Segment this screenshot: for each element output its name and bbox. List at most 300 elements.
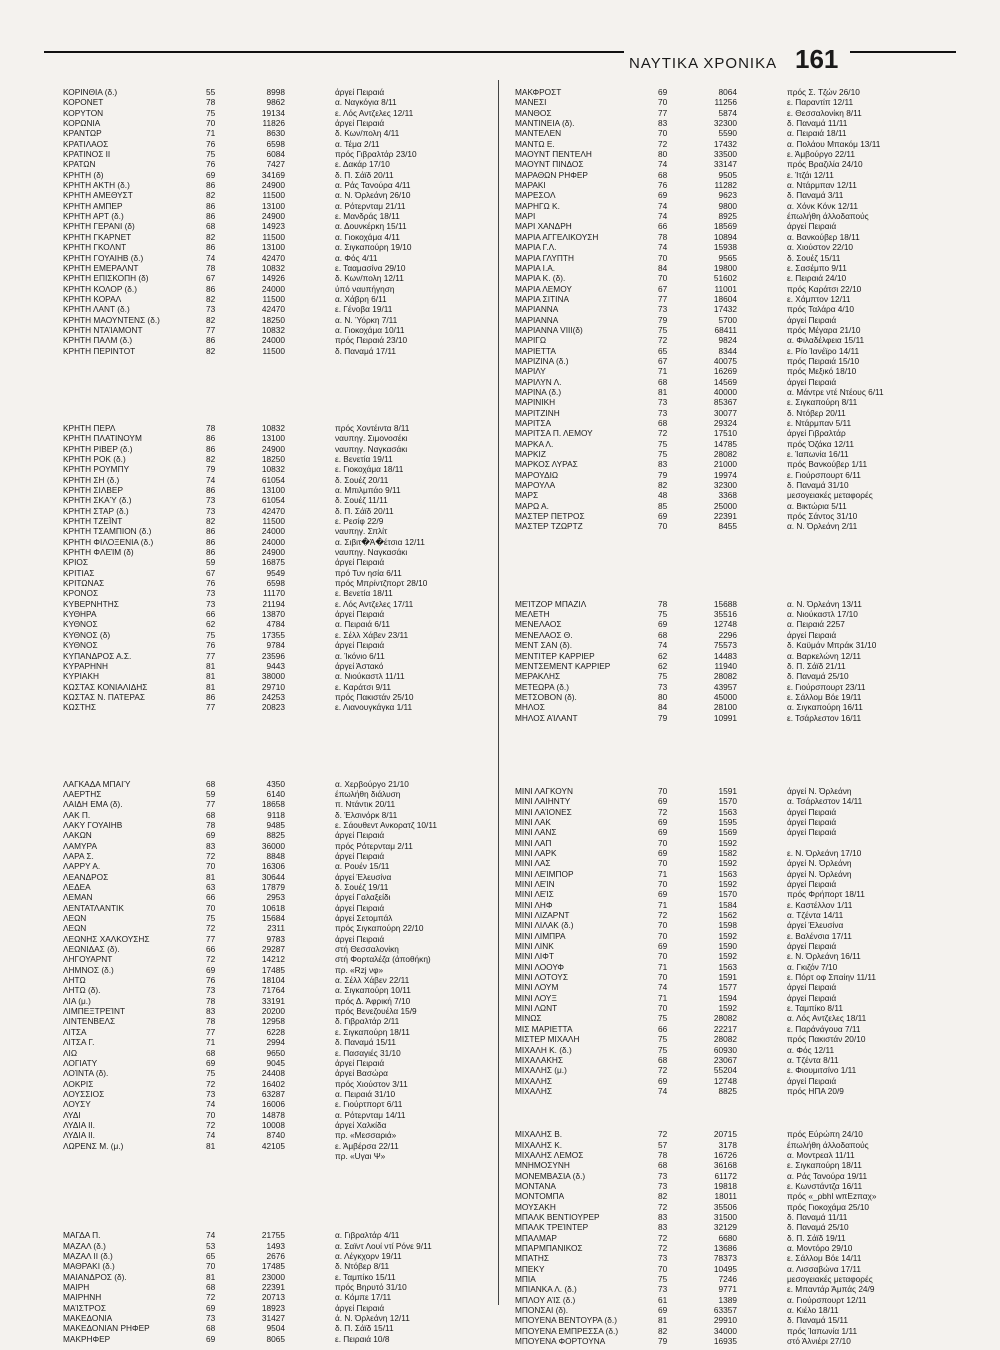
build-year: 69 xyxy=(206,1057,216,1068)
ship-name: ΜΑΡΙΛΥ xyxy=(515,366,546,377)
ship-row xyxy=(515,97,955,107)
ship-name: ΛΑΓΚΑΔΑ ΜΠΑΙΎ xyxy=(63,778,131,789)
ship-position: α. Σιγκαπούρη 19/10 xyxy=(335,242,412,253)
ship-position: έπωλήθη άλλοδαπούς xyxy=(787,211,869,222)
tonnage: 22391 xyxy=(261,1282,285,1292)
ship-name: ΚΡΗΤΗ ΤΖΕΪΝΤ xyxy=(63,516,123,527)
ship-position: α. Σιγκαπούρη 10/11 xyxy=(335,985,411,996)
tonnage: 7246 xyxy=(718,1274,737,1285)
tonnage: 8825 xyxy=(266,830,285,841)
tonnage: 1584 xyxy=(718,899,737,910)
ship-position: πρός Χοντέιντα 8/11 xyxy=(335,422,410,433)
build-year: 82 xyxy=(658,1325,668,1336)
tonnage: 17432 xyxy=(713,304,737,315)
ship-position: άργεί Πειραιά xyxy=(787,806,837,817)
tonnage: 4350 xyxy=(266,778,285,789)
ship-name: ΜΙΧΑΛΗΣ xyxy=(515,1075,552,1086)
tonnage: 13686 xyxy=(713,1243,737,1253)
ship-position: στό Άλνιέρι 27/10 xyxy=(787,1336,851,1347)
tonnage: 15684 xyxy=(261,913,285,924)
ship-name: ΚΡΗΤΗ ΠΕΡΙΝΤΟΤ xyxy=(63,345,136,356)
ship-name: ΚΡΗΤΗ ΓΚΟΛΝΤ xyxy=(63,242,127,253)
ship-row xyxy=(63,588,503,598)
ship-position: δ. Παναμά 31/10 xyxy=(787,480,849,491)
ship-name: ΜΑΡΙ ΧΑΝΔΡΗ xyxy=(515,221,572,232)
ship-name: ΚΟΡΩΝΙΑ xyxy=(63,118,101,129)
ship-row xyxy=(515,848,955,858)
ship-position: πρός Πειραιά 15/10 xyxy=(787,355,860,366)
ship-name: ΜΟΥΣΑΚΗ xyxy=(515,1201,556,1212)
tonnage: 8998 xyxy=(266,87,285,97)
ship-row xyxy=(63,118,503,128)
tonnage: 38000 xyxy=(261,671,285,682)
ship-row xyxy=(515,889,955,899)
ship-name: ΚΡΗΤΗ ΑΜΕΘΥΣΤ xyxy=(63,190,133,201)
build-year: 61 xyxy=(658,1294,668,1305)
ship-position: έπωλήθη άλλοδαπούς xyxy=(787,1139,869,1150)
build-year: 72 xyxy=(658,1129,668,1140)
ship-position: ε. Μπαντάρ Άμπάς 24/9 xyxy=(787,1284,875,1295)
tonnage: 11256 xyxy=(714,97,737,108)
ship-row xyxy=(515,387,955,397)
tonnage: 21194 xyxy=(262,598,285,609)
build-year: 86 xyxy=(206,526,216,537)
ship-row xyxy=(515,180,955,190)
ship-position: ε. Μανδράς 18/11 xyxy=(335,211,400,222)
tonnage: 9504 xyxy=(266,1323,285,1334)
ship-position: άργεί Πειραιά xyxy=(787,221,837,232)
ship-row xyxy=(515,786,955,796)
tonnage: 1563 xyxy=(718,961,737,972)
build-year: 72 xyxy=(206,1119,216,1130)
tonnage: 13100 xyxy=(261,485,285,495)
build-year: 77 xyxy=(206,702,216,713)
ship-name: ΜΙΝΙ ΛΙΝΚ xyxy=(515,941,554,952)
build-year: 75 xyxy=(658,1013,668,1024)
ship-row xyxy=(63,851,503,861)
build-year: 82 xyxy=(206,516,216,527)
ship-position: άργεί Πειραιά xyxy=(335,902,385,913)
build-year: 66 xyxy=(206,944,216,955)
build-year: 76 xyxy=(658,180,668,191)
ship-row xyxy=(515,346,955,356)
ship-position: πρός Δ. Άφρική 7/10 xyxy=(335,995,411,1006)
ship-name: ΚΡΗΤΗ ΣΚΑΎ (δ.) xyxy=(63,495,132,506)
build-year: 66 xyxy=(658,1023,668,1034)
ship-row xyxy=(63,599,503,609)
ship-name: ΚΡΗΤΗ ΝΤΑΊΑΜΟΝΤ xyxy=(63,324,143,335)
ship-name: ΜΑΣΤΕΡ ΠΕΤΡΟΣ xyxy=(515,511,585,522)
ship-row xyxy=(63,1292,503,1302)
tonnage: 9862 xyxy=(266,97,285,108)
build-year: 75 xyxy=(206,629,216,640)
ship-row xyxy=(63,1303,503,1313)
tonnage: 9443 xyxy=(266,660,285,671)
build-year: 81 xyxy=(206,871,216,882)
tonnage: 25000 xyxy=(713,500,737,511)
tonnage: 30644 xyxy=(261,871,285,882)
ship-row xyxy=(515,993,955,1003)
ship-row xyxy=(63,841,503,851)
ship-position: α. Φιλαδέλφεια 15/11 xyxy=(787,335,865,346)
build-year: 81 xyxy=(658,1315,668,1326)
ship-name: ΜΑΡΙΤΣΑ xyxy=(515,418,552,428)
build-year: 74 xyxy=(658,211,668,222)
ship-position: πρός Πακιστάν 20/10 xyxy=(787,1034,866,1045)
ship-name: ΚΥΘΝΟΣ xyxy=(63,640,98,651)
build-year: 73 xyxy=(206,598,216,609)
build-year: 71 xyxy=(658,366,668,377)
ship-position: α. Μοντρεαλ 11/11 xyxy=(787,1149,855,1160)
ship-row xyxy=(515,449,955,459)
ship-position: ε. Φιουμιτσίνο 1/11 xyxy=(787,1065,857,1076)
ship-position: ε. Θεσσαλονίκη 8/11 xyxy=(787,107,862,118)
ship-position: δ. Ντόβερ 20/11 xyxy=(787,407,846,418)
build-year: 71 xyxy=(658,961,668,972)
build-year: 77 xyxy=(658,107,668,118)
ship-position: ναυπηγ. Σιμονοσέκι xyxy=(335,433,408,444)
ship-row xyxy=(515,1295,955,1305)
ship-position: α. Τζέντα 8/11 xyxy=(787,1054,839,1065)
build-year: 69 xyxy=(658,816,668,827)
ship-position: α. Σιγκαπούρη 16/11 xyxy=(787,702,863,713)
build-year: 83 xyxy=(206,1006,216,1017)
ship-position: ε. Γένοβα 19/11 xyxy=(335,304,393,315)
ship-name: ΜΙΝΙ ΛΑΙΗΝΤΥ xyxy=(515,796,571,807)
ship-row xyxy=(515,982,955,992)
build-year: 71 xyxy=(658,992,668,1003)
ship-name: ΜΕΝΤΙΤΕΡ ΚΑΡΡΙΕΡ xyxy=(515,650,595,661)
build-year: 74 xyxy=(206,1099,216,1110)
ship-position: ε. Τααμασίνα 29/10 xyxy=(335,262,406,273)
ship-name: ΜΕΊΤΖΟΡ ΜΠΑΖΙΛ xyxy=(515,598,587,609)
ship-row xyxy=(63,464,503,474)
build-year: 79 xyxy=(658,314,668,325)
ship-name: ΜΠΙΑ xyxy=(515,1274,536,1285)
ship-name: ΜΙΝΙ ΛΟΤΟΥΣ xyxy=(515,972,568,983)
ship-row xyxy=(515,962,955,972)
ship-row xyxy=(515,682,955,692)
build-year: 72 xyxy=(658,1201,668,1212)
ship-position: πρός Σάντος 31/10 xyxy=(787,511,858,522)
build-year: 75 xyxy=(658,1274,668,1285)
ship-name: ΜΑΡΙΤΣΑ Π. ΛΕΜΟΥ xyxy=(515,428,593,439)
ship-position: δ. Π. Σάϊδ 20/11 xyxy=(335,169,394,180)
ship-position: δ. Παναμά 15/11 xyxy=(335,1037,396,1048)
section-gap xyxy=(63,1161,503,1230)
ship-row xyxy=(515,1086,955,1096)
build-year: 77 xyxy=(206,933,216,944)
ship-name: ΜΠΟΥΕΝΑ ΒΕΝΤΟΥΡΑ (δ.) xyxy=(515,1315,617,1326)
ship-name: ΜΑΡΙΑ ΓΛΥΠΤΗ xyxy=(515,252,574,263)
build-year: 74 xyxy=(658,159,668,170)
ship-name: ΜΑΚΕΔΟΝΙΑ xyxy=(63,1313,113,1324)
ship-row xyxy=(515,1212,955,1222)
tonnage: 32129 xyxy=(713,1222,737,1233)
build-year: 86 xyxy=(206,691,216,702)
ship-name: ΚΡΗΤΗ ΑΡΤ (δ.) xyxy=(63,211,124,222)
ship-row xyxy=(515,242,955,252)
tonnage: 24000 xyxy=(261,283,285,294)
ship-row xyxy=(515,651,955,661)
build-year: 73 xyxy=(206,985,216,996)
ship-section xyxy=(515,599,955,723)
ship-row xyxy=(63,692,503,702)
tonnage: 42470 xyxy=(261,252,285,263)
ship-row xyxy=(515,869,955,879)
ship-row xyxy=(63,1099,503,1109)
ship-row xyxy=(63,1037,503,1047)
ship-position: α. Γιούρσπουρτ 12/11 xyxy=(787,1294,867,1305)
ship-name: ΜΙΝΙ ΛΕΊΝ xyxy=(515,879,555,889)
ship-name: ΜΗΛΟΣ xyxy=(515,702,545,713)
build-year: 72 xyxy=(658,1232,668,1243)
build-year: 73 xyxy=(206,588,216,599)
ship-name: ΜΙΝΙ ΛΗΦ xyxy=(515,899,553,910)
tonnage: 18104 xyxy=(261,975,285,986)
ship-name: ΚΡΟΝΟΣ xyxy=(63,588,99,599)
ship-name: ΜΑΡΙΑ Ι.Α. xyxy=(515,262,556,273)
ship-name: ΚΡΗΤΗ ΓΚΑΡΝΕΤ xyxy=(63,231,132,242)
ship-name: ΚΥΘΗΡΑ xyxy=(63,609,97,620)
tonnage: 1592 xyxy=(718,930,737,941)
ship-name: ΜΙΝΙ ΛΑΊΟΝΕΣ xyxy=(515,806,572,817)
ship-name: ΜΑΝΤΩ Ε. xyxy=(515,138,555,149)
ship-position: πρός Σιγκαπούρη 22/10 xyxy=(335,923,424,934)
ship-position: άργεί Πειραιά xyxy=(335,1302,385,1313)
ship-row xyxy=(515,149,955,159)
tonnage: 24900 xyxy=(261,180,285,191)
ship-position: δ. Έλσινόρκ 8/11 xyxy=(335,809,398,820)
build-year: 75 xyxy=(658,438,668,449)
ship-position: πρός Βραζιλία 24/10 xyxy=(787,159,863,170)
ship-row xyxy=(515,490,955,500)
build-year: 81 xyxy=(206,671,216,682)
ship-row xyxy=(63,149,503,159)
ship-row xyxy=(63,975,503,985)
build-year: 73 xyxy=(206,304,216,315)
ship-position: α. Πολάου Μπακόμ 13/11 xyxy=(787,138,881,149)
ship-position: α. Γιβραλτάρ 4/11 xyxy=(335,1230,400,1241)
ship-position: δ. Π. Σάϊδ 19/11 xyxy=(787,1232,846,1243)
ship-row xyxy=(63,294,503,304)
ship-row xyxy=(63,526,503,536)
ship-row xyxy=(515,294,955,304)
ship-row xyxy=(515,108,955,118)
ship-name: ΛΕΑΝΔΡΟΣ xyxy=(63,871,109,882)
tonnage: 42470 xyxy=(261,505,285,516)
ship-position: δ. Καϋμάν Μπράκ 31/10 xyxy=(787,640,877,651)
section-gap xyxy=(63,356,503,423)
ship-name: ΜΙΝΙ ΛΙΛΑΚ (δ.) xyxy=(515,920,574,931)
ship-position: α. Ράς Τανούρα 4/11 xyxy=(335,180,411,191)
tonnage: 28082 xyxy=(713,449,737,460)
ship-row xyxy=(63,1006,503,1016)
ship-row xyxy=(63,325,503,335)
build-year: 72 xyxy=(658,910,668,921)
ship-section xyxy=(515,87,955,532)
tonnage: 1563 xyxy=(718,806,737,817)
ship-name: ΚΥΡΑΡΗΝΗ xyxy=(63,660,109,671)
build-year: 70 xyxy=(658,930,668,941)
build-year: 78 xyxy=(206,97,216,108)
ship-position: άργεί Έλευσίνα xyxy=(787,920,844,931)
build-year: 68 xyxy=(206,221,216,232)
build-year: 74 xyxy=(658,982,668,993)
tonnage: 1592 xyxy=(718,951,737,962)
ship-name: ΜΑΚΕΔΟΝΙΑΝ ΡΗΦΕΡ xyxy=(63,1323,150,1334)
build-year: 69 xyxy=(206,1302,216,1313)
build-year: 62 xyxy=(206,619,216,630)
build-year: 80 xyxy=(658,149,668,160)
ship-row xyxy=(515,1305,955,1315)
build-year: 67 xyxy=(658,283,668,294)
ship-position: πρός Σ. Τζών 26/10 xyxy=(787,87,860,97)
ship-row xyxy=(63,1120,503,1130)
build-year: 79 xyxy=(658,712,668,723)
ship-row xyxy=(63,253,503,263)
ship-name: ΜΙΝΙ ΛΕΊΣ xyxy=(515,889,554,900)
ship-name: ΜΑΡΩ Α. xyxy=(515,500,549,511)
ship-row xyxy=(63,619,503,629)
ship-row xyxy=(63,1068,503,1078)
ship-name: ΜΕΤΣΟΒΟΝ (δ). xyxy=(515,691,577,702)
build-year: 86 xyxy=(206,283,216,294)
ship-name: ΜΑΙΑΝΔΡΟΣ (δ). xyxy=(63,1271,127,1282)
section-gap xyxy=(63,713,503,779)
build-year: 82 xyxy=(206,293,216,304)
build-year: 69 xyxy=(658,889,668,900)
tonnage: 13100 xyxy=(261,433,285,444)
ship-position: πρός Μεξικό 18/10 xyxy=(787,366,857,377)
tonnage: 16935 xyxy=(713,1336,737,1347)
ship-position: ε. Τσάρλεστον 16/11 xyxy=(787,712,862,723)
ship-position: άργεί Πειραιά xyxy=(335,1057,385,1068)
build-year: 75 xyxy=(206,913,216,924)
tonnage: 55204 xyxy=(713,1065,737,1076)
ship-row xyxy=(63,861,503,871)
tonnage: 24000 xyxy=(261,526,285,537)
ship-row xyxy=(63,87,503,97)
tonnage: 42105 xyxy=(261,1140,285,1151)
ship-name: ΜΙΧΑΛΗΣ xyxy=(515,1085,552,1096)
tonnage: 68411 xyxy=(714,324,737,335)
tonnage: 18250 xyxy=(261,453,285,464)
tonnage: 11500 xyxy=(262,345,285,356)
ship-name: ΛΑΡΡΥ Α. xyxy=(63,861,101,872)
ship-name: ΛΟΚΡΙΣ xyxy=(63,1078,94,1089)
ship-row xyxy=(515,315,955,325)
tonnage: 20715 xyxy=(713,1129,737,1140)
ship-name: ΜΑΡΣ xyxy=(515,490,539,501)
ship-position: άργεί Ν. Όρλεάνη xyxy=(787,858,852,869)
ship-name: ΜΙΧΑΛΗΣ ΛΕΜΟΣ xyxy=(515,1149,584,1160)
tonnage: 31427 xyxy=(261,1313,285,1324)
tonnage: 22217 xyxy=(713,1023,737,1034)
ship-position: ε. Ν. Όρλεάνη 16/11 xyxy=(787,951,861,962)
tonnage: 6598 xyxy=(266,578,285,589)
ship-position: α. Πειραιά 2257 xyxy=(787,619,845,630)
ship-name: ΚΟΡΥΤΟΝ xyxy=(63,107,104,118)
build-year: 79 xyxy=(658,469,668,480)
tonnage: 28082 xyxy=(713,1034,737,1045)
ship-position: άργεί Πειραιά xyxy=(787,376,837,387)
ship-row xyxy=(63,304,503,314)
ship-row xyxy=(63,779,503,789)
tonnage: 40000 xyxy=(713,386,737,397)
tonnage: 1577 xyxy=(718,982,737,993)
ship-position: πρ. «Rzj νφ» xyxy=(335,964,384,975)
build-year: 73 xyxy=(206,1088,216,1099)
tonnage: 24900 xyxy=(261,547,285,558)
tonnage: 9783 xyxy=(266,933,285,944)
tonnage: 10832 xyxy=(261,464,285,475)
ship-row xyxy=(515,817,955,827)
tonnage: 8455 xyxy=(718,521,737,532)
build-year: 69 xyxy=(658,847,668,858)
tonnage: 6228 xyxy=(266,1026,285,1037)
tonnage: 23000 xyxy=(261,1271,285,1282)
tonnage: 24900 xyxy=(261,211,285,222)
tonnage: 85367 xyxy=(713,397,737,408)
ship-row xyxy=(515,1013,955,1023)
build-year: 79 xyxy=(658,1336,668,1347)
ship-position: άργεί Γιβραλτάρ xyxy=(787,428,846,439)
tonnage: 28082 xyxy=(713,671,737,682)
tonnage: 9118 xyxy=(267,809,285,820)
ship-position: ε. Ντάρμπαν 5/11 xyxy=(787,418,852,428)
ship-row xyxy=(63,702,503,712)
build-year: 59 xyxy=(206,788,216,799)
page-number: 161 xyxy=(795,44,839,74)
tonnage: 34000 xyxy=(713,1325,737,1336)
ship-position: δ. Παναμά 11/11 xyxy=(787,118,848,129)
ship-row xyxy=(515,159,955,169)
build-year: 74 xyxy=(658,1085,668,1096)
ship-position: α. Λέγκχορν 19/11 xyxy=(335,1250,402,1261)
ship-position: δ. Παναμά 11/11 xyxy=(787,1211,848,1222)
ship-name: ΚΡΗΤΗ ΜΑΟΥΝΤΕΝΣ (δ.) xyxy=(63,314,160,325)
ship-position: στή Θεσσαλονίκη xyxy=(335,944,399,955)
ship-name: ΛΗΤΩ (δ). xyxy=(63,985,101,996)
ship-position: πρ. «Μεσσαριά» xyxy=(335,1130,397,1141)
ship-position: α. Νιούκαστλ 11/11 xyxy=(335,671,405,682)
build-year: 70 xyxy=(658,1263,668,1274)
build-year: 71 xyxy=(206,1037,216,1048)
ship-row xyxy=(515,1253,955,1263)
build-year: 68 xyxy=(206,1282,216,1292)
tonnage: 78373 xyxy=(713,1253,737,1264)
build-year: 73 xyxy=(658,397,668,408)
build-year: 65 xyxy=(206,1250,216,1261)
ship-name: ΚΡΑΤΩΝ xyxy=(63,159,96,170)
ship-position: α. Κιέλο 18/11 xyxy=(787,1305,839,1316)
tonnage: 23067 xyxy=(713,1054,737,1065)
ship-name: ΜΕΝΤ ΣΑΝ (δ). xyxy=(515,640,573,651)
ship-position: ε. Ίαπωνία 16/11 xyxy=(787,449,849,460)
ship-name: ΜΠΛΟΥ ΑΊΣ (δ.) xyxy=(515,1294,576,1305)
ship-position: ε. Σάουθεντ Ανκορατζ 10/11 xyxy=(335,819,437,830)
ship-row xyxy=(63,1282,503,1292)
build-year: 69 xyxy=(658,1305,668,1316)
tonnage: 9505 xyxy=(718,169,737,180)
ship-name: ΜΑΡΙΛΥΝ Λ. xyxy=(515,376,562,387)
ship-position: άργεί Ν. Όρλεάνη xyxy=(787,868,852,879)
ship-position: άργεί Πειραιά xyxy=(787,629,837,640)
ship-name: ΜΙΝΙ ΛΑΣ xyxy=(515,858,551,869)
ship-position: πρός Γιβραλτάρ 23/10 xyxy=(335,149,417,160)
ship-name: ΛΗΜΝΟΣ (δ.) xyxy=(63,964,114,975)
